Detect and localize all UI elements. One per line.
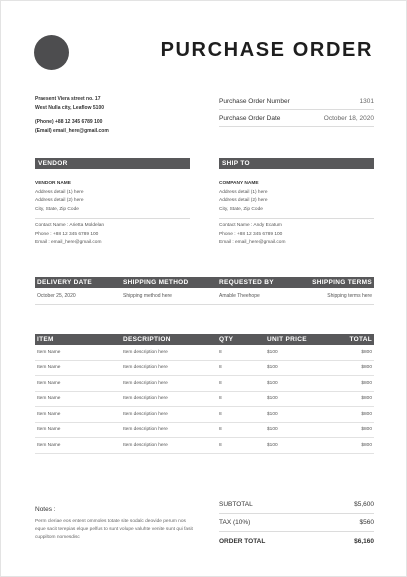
ship-to-section xyxy=(219,158,374,248)
table-row xyxy=(35,392,374,408)
company-address-line-2: West Nulla city, Leaflow 5100 xyxy=(35,105,105,111)
item-name: Item Name xyxy=(37,380,61,386)
table-row xyxy=(35,423,374,439)
item-name: Item Name xyxy=(37,396,61,402)
item-unit-price: $100 xyxy=(267,442,278,448)
table-row xyxy=(35,376,374,392)
item-description: Item description here xyxy=(123,365,168,371)
vendor-heading: VENDOR xyxy=(35,158,190,169)
order-total-row xyxy=(219,532,374,550)
notes-heading: Notes : xyxy=(35,506,56,513)
col-shipping-method: SHIPPING METHOD xyxy=(123,279,189,286)
tax-label: TAX (10%) xyxy=(219,519,251,526)
order-total-label: ORDER TOTAL xyxy=(219,537,266,545)
table-row xyxy=(35,438,374,454)
company-phone: (Phone) +88 12 345 6789 100 xyxy=(35,119,103,125)
shipping-method: Shipping method here xyxy=(123,293,172,299)
ship-to-address-2: Address detail (2) here xyxy=(219,198,268,203)
col-requested-by: REQUESTED BY xyxy=(219,279,274,286)
item-unit-price: $100 xyxy=(267,380,278,386)
item-name: Item Name xyxy=(37,442,61,448)
ship-to-address-1: Address detail (1) here xyxy=(219,189,268,195)
items-table xyxy=(35,334,374,454)
ship-to-email: Email : email_here@gmail.com xyxy=(219,240,286,245)
col-total: TOTAL xyxy=(349,336,372,343)
order-date-label: Purchase Order Date xyxy=(219,114,281,122)
item-description: Item description here xyxy=(123,380,168,386)
vendor-section xyxy=(35,158,190,248)
item-description: Item description here xyxy=(123,349,168,355)
item-total: $800 xyxy=(361,411,372,417)
item-description: Item description here xyxy=(123,411,168,417)
vendor-email: Email : email_here@gmail.com xyxy=(35,240,102,245)
item-total: $800 xyxy=(361,427,372,433)
item-unit-price: $100 xyxy=(267,396,278,402)
items-table-body xyxy=(35,345,374,454)
item-total: $800 xyxy=(361,442,372,448)
items-table-header xyxy=(35,334,374,345)
col-qty: QTY xyxy=(219,336,234,343)
shipping-row xyxy=(35,288,374,305)
item-total: $800 xyxy=(361,365,372,371)
delivery-date: October 25, 2020 xyxy=(37,293,76,299)
item-qty: 8 xyxy=(219,349,222,355)
item-qty: 8 xyxy=(219,442,222,448)
item-name: Item Name xyxy=(37,411,61,417)
item-total: $800 xyxy=(361,380,372,386)
order-number-label: Purchase Order Number xyxy=(219,97,290,105)
shipping-terms: Shipping terms here xyxy=(327,293,372,299)
col-shipping-terms: SHIPPING TERMS xyxy=(312,279,372,286)
table-row xyxy=(35,361,374,377)
order-date-row xyxy=(219,110,374,127)
item-description: Item description here xyxy=(123,396,168,402)
company-address-block xyxy=(35,95,195,136)
ship-to-company-name: COMPANY NAME xyxy=(219,181,259,186)
item-unit-price: $100 xyxy=(267,349,278,355)
item-name: Item Name xyxy=(37,349,61,355)
document-title: PURCHASE ORDER xyxy=(160,39,373,61)
col-delivery-date: DELIVERY DATE xyxy=(37,279,93,286)
notes-section xyxy=(35,506,195,542)
ship-to-heading: SHIP TO xyxy=(219,158,374,169)
table-row xyxy=(35,345,374,361)
item-qty: 8 xyxy=(219,396,222,402)
subtotal-row xyxy=(219,496,374,514)
subtotal-value: $5,600 xyxy=(354,501,374,508)
tax-value: $560 xyxy=(359,519,374,526)
item-description: Item description here xyxy=(123,442,168,448)
order-total-value: $6,160 xyxy=(354,537,374,545)
item-unit-price: $100 xyxy=(267,427,278,433)
notes-text: Perm cleriae eos entent ommoles totate site sodalc deovide perum nos eque sacit terepias elque pelfus to sunt volupe valuhte venite sunt qui fasit cuppiltom nomesdisc xyxy=(35,519,193,540)
totals-section xyxy=(219,496,374,550)
table-row xyxy=(35,407,374,423)
item-qty: 8 xyxy=(219,411,222,417)
item-unit-price: $100 xyxy=(267,411,278,417)
item-qty: 8 xyxy=(219,427,222,433)
order-number-value: 1301 xyxy=(359,97,374,105)
ship-to-city: City, State, Zip Code xyxy=(219,206,263,212)
item-total: $800 xyxy=(361,349,372,355)
tax-row xyxy=(219,514,374,532)
requested-by: Amable Theehope xyxy=(219,293,260,299)
item-unit-price: $100 xyxy=(267,365,278,371)
item-name: Item Name xyxy=(37,365,61,371)
shipping-table-header xyxy=(35,277,374,288)
divider xyxy=(35,218,190,219)
vendor-contact: Contact Name : Arietta Moldelan xyxy=(35,223,105,228)
company-address-line-1: Praesent Viera street no. 17 xyxy=(35,96,101,102)
col-item: ITEM xyxy=(37,336,54,343)
item-qty: 8 xyxy=(219,380,222,386)
col-description: DESCRIPTION xyxy=(123,336,171,343)
order-number-row xyxy=(219,93,374,110)
item-qty: 8 xyxy=(219,365,222,371)
order-meta xyxy=(219,93,374,127)
item-total: $800 xyxy=(361,396,372,402)
col-unit-price: UNIT PRICE xyxy=(267,336,307,343)
item-name: Item Name xyxy=(37,427,61,433)
order-date-value: October 18, 2020 xyxy=(323,114,374,122)
item-description: Item description here xyxy=(123,427,168,433)
vendor-address-1: Address detail (1) here xyxy=(35,189,84,195)
company-email: (Email) email_here@gmail.com xyxy=(35,128,109,134)
ship-to-contact: Contact Name : Andy Ecatum xyxy=(219,223,282,228)
company-logo xyxy=(34,35,69,70)
vendor-phone: Phone : +88 12 345 6789 100 xyxy=(35,231,99,237)
vendor-address-2: Address detail (2) here xyxy=(35,198,84,203)
ship-to-phone: Phone : +88 12 345 6789 100 xyxy=(219,231,283,237)
vendor-city: City, State, Zip Code xyxy=(35,206,79,212)
divider xyxy=(219,218,374,219)
subtotal-label: SUBTOTAL xyxy=(219,501,253,508)
shipping-table xyxy=(35,277,374,305)
vendor-name: VENDOR NAME xyxy=(35,181,71,186)
